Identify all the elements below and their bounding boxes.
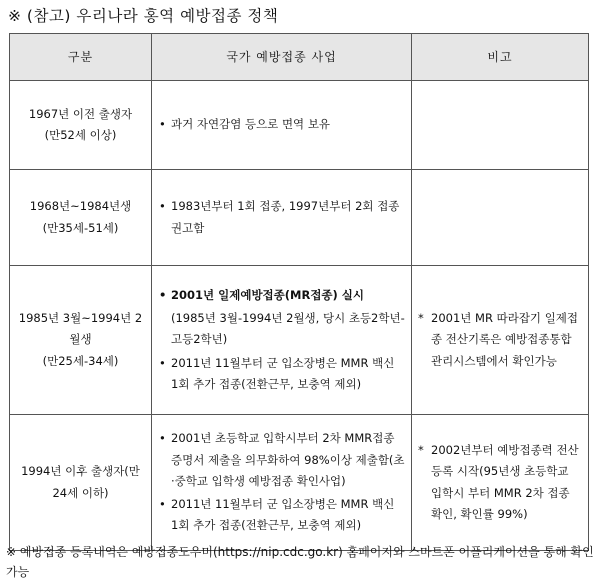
category-label: 1994년 이후 출생자(만 (21, 464, 140, 479)
category-age: 24세 이하) (52, 485, 109, 500)
category-age: (만52세 이상) (44, 128, 117, 142)
category-label: 1967년 이전 출생자 (28, 106, 133, 121)
header-program: 국가 예방접종 사업 (152, 34, 412, 81)
program-bullet: • 2011년 11월부터 군 입소장병은 MMR 백신 1회 추가 접종(전환근무, 보충역 제외) (158, 494, 405, 537)
header-note: 비고 (412, 34, 589, 81)
program-bullet: • 1983년부터 1회 접종, 1997년부터 2회 접종 권고함 (158, 196, 405, 239)
note-text: 2001년 MR 따라잡기 일제접종 전산기록은 예방접종통합관리시스템에서 확인가능 (431, 311, 579, 368)
program-cell (152, 415, 412, 551)
page-title: ※ (참고) 우리나라 홍역 예방접종 정책 (8, 7, 279, 25)
table-row (10, 415, 589, 551)
program-bullet: • 2011년 11월부터 군 입소장병은 MMR 백신 1회 추가 접종(전환근무, 보충역 제외) (158, 353, 405, 396)
program-bullet-bold: • 2001년 일제예방접종(MR접종) 실시 (158, 285, 405, 306)
program-cell (152, 266, 412, 415)
note-cell (412, 81, 589, 170)
note-marker: * (418, 311, 424, 326)
table-row (10, 81, 589, 170)
category-cell (10, 415, 152, 551)
category-label-cont: 월생 (69, 332, 92, 347)
program-bullet: • 2001년 초등학교 입학시부터 2차 MMR접종 증명서 제출을 의무화하여 98%이상 제출함(초·중학교 입학생 예방접종 확인사업) (158, 428, 405, 492)
table-row (10, 266, 589, 415)
category-cell (10, 81, 152, 170)
note-text: 2002년부터 예방접종력 전산 등록 시작(95년생 초등학교 입학시 부터 MMR 2차 접종 확인, 확인률 99%) (431, 442, 579, 521)
vaccination-policy-table (9, 33, 589, 551)
header-category: 구분 (10, 34, 152, 81)
category-age: (만35세-51세) (42, 220, 119, 235)
category-age: (만25세-34세) (42, 353, 119, 368)
table-header-row (10, 34, 589, 81)
program-cell (152, 81, 412, 170)
footnote: ※ 예방접종 등록내역은 예방접종도우미(https://nip.cdc.go.kr) 홈페이지와 스마트폰 어플리케이션을 통해 확인 가능 (6, 545, 594, 579)
note-marker: * (418, 442, 424, 457)
program-cell (152, 170, 412, 266)
category-label: 1985년 3월~1994년 2 (18, 311, 143, 326)
note-cell (412, 266, 589, 415)
note-cell (412, 170, 589, 266)
program-bullet: • 과거 자연감염 등으로 면역 보유 (158, 114, 405, 135)
note-cell (412, 415, 589, 551)
category-cell (10, 170, 152, 266)
program-bullet-sub: (1985년 3월-1994년 2월생, 당시 초등2학년-고등2학년) (171, 311, 405, 347)
category-label: 1968년~1984년생 (29, 199, 132, 214)
category-cell (10, 266, 152, 415)
table-row (10, 170, 589, 266)
